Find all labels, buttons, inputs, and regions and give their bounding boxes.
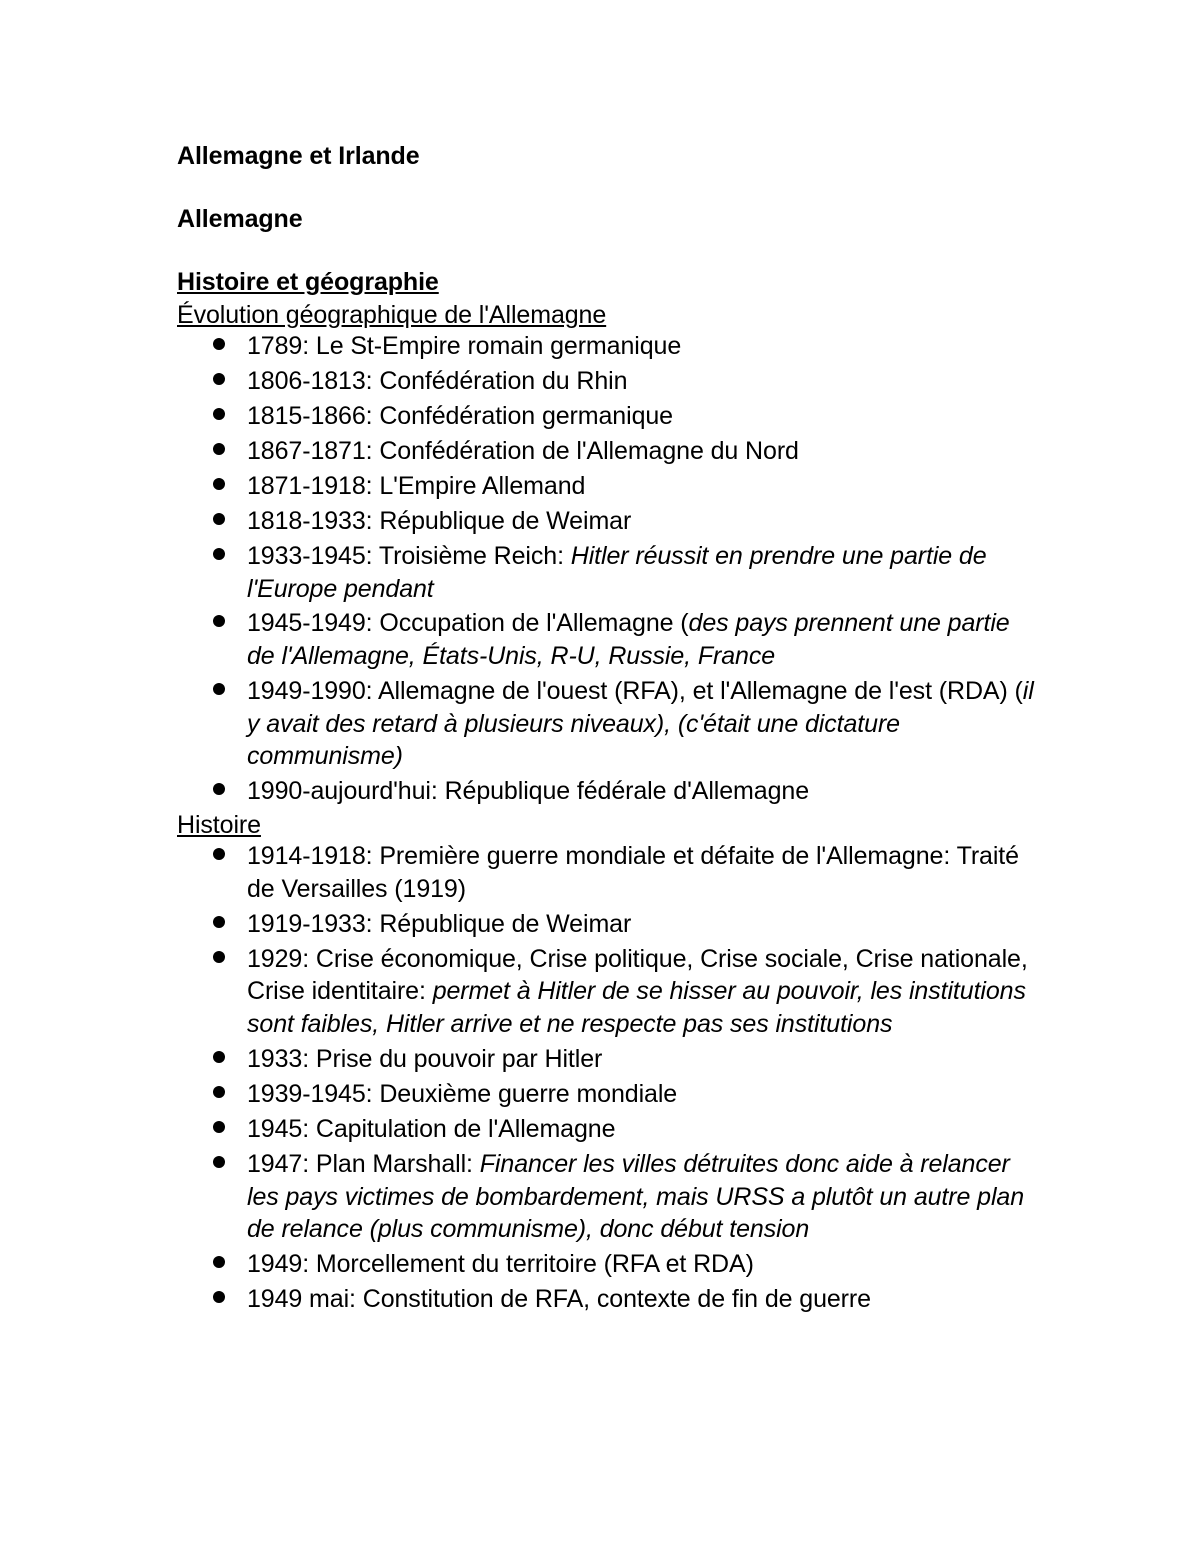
- item-text: 1933: Prise du pouvoir par Hitler: [247, 1044, 603, 1073]
- list-item: [177, 540, 1037, 605]
- item-text: 1919-1933: République de Weimar: [247, 909, 632, 938]
- list-item: [177, 1283, 1037, 1316]
- item-text: 1815-1866: Confédération germanique: [247, 401, 673, 430]
- item-text: 1806-1813: Confédération du Rhin: [247, 366, 628, 395]
- subsection-heading: Histoire et géographie: [177, 268, 439, 296]
- item-text: 1789: Le St-Empire romain germanique: [247, 332, 682, 360]
- list-item: [177, 1113, 1037, 1146]
- group-histoire: [177, 810, 1037, 1315]
- bullet-icon: [213, 615, 225, 627]
- bullet-icon: [213, 1086, 225, 1098]
- list-item: [177, 1248, 1037, 1281]
- bullet-icon: [213, 408, 225, 420]
- list-item: [177, 1148, 1037, 1246]
- document-title: Allemagne et Irlande: [177, 142, 420, 170]
- list-item: [177, 1078, 1037, 1111]
- list-item: [177, 400, 1037, 433]
- list-item: [177, 607, 1037, 672]
- list-item: [177, 435, 1037, 468]
- item-text: 1990-aujourd'hui: République fédérale d'Allemagne: [247, 777, 809, 806]
- item-text: 1867-1871: Confédération de l'Allemagne du Nord: [247, 436, 799, 465]
- group-heading-evolution: Évolution géographique de l'Allemagne: [177, 301, 607, 329]
- bullet-icon: [213, 513, 225, 525]
- bullet-icon: [213, 1156, 225, 1168]
- item-text: 1818-1933: République de Weimar: [247, 506, 632, 535]
- group-evolution: [177, 300, 1037, 808]
- item-text: 1949-1990: Allemagne de l'ouest (RFA), et l'Allemagne de l'est (RDA) (: [247, 677, 1023, 706]
- bullet-icon: [213, 1051, 225, 1063]
- list-item: [177, 840, 1037, 905]
- section-heading: Allemagne: [177, 205, 303, 233]
- bullet-icon: [213, 373, 225, 385]
- item-italic: Hitler réussit en prendre une partie de l'Europe pendant: [247, 541, 987, 603]
- bullet-icon: [213, 478, 225, 490]
- bullet-icon: [213, 783, 225, 795]
- item-text: 1945-1949: Occupation de l'Allemagne (: [247, 609, 689, 638]
- list-histoire: [177, 840, 1037, 1315]
- bullet-icon: [213, 683, 225, 695]
- bullet-icon: [213, 951, 225, 963]
- group-heading-histoire: Histoire: [177, 811, 261, 840]
- item-italic: il y avait des retard à plusieurs niveaux), (c'était une dictature communisme): [247, 677, 1034, 771]
- bullet-icon: [213, 1256, 225, 1268]
- list-item: [177, 365, 1037, 398]
- item-text: 1939-1945: Deuxième guerre mondiale: [247, 1079, 678, 1108]
- item-italic: Financer les villes détruites donc aide à relancer les pays victimes de bombardement, mais URSS a plutôt un autre plan de relance (plus communisme), donc début tension: [247, 1149, 1025, 1244]
- item-text: 1914-1918: Première guerre mondiale et défaite de l'Allemagne: Traité de Versailles (1919): [247, 842, 1019, 903]
- item-text: 1949: Morcellement du territoire (RFA et RDA): [247, 1250, 754, 1279]
- item-text: 1933-1945: Troisième Reich:: [247, 541, 571, 570]
- item-text: 1929: Crise économique, Crise politique, Crise sociale, Crise nationale, Crise identitaire:: [247, 944, 1028, 1006]
- bullet-icon: [213, 916, 225, 928]
- item-italic: permet à Hitler de se hisser au pouvoir, les institutions sont faibles, Hitler arrive et ne respecte pas ses institutions: [247, 977, 1026, 1038]
- list-evolution: [177, 330, 1037, 808]
- bullet-icon: [213, 1291, 225, 1303]
- item-italic: des pays prennent une partie de l'Allemagne, États-Unis, R-U, Russie, France: [247, 609, 1010, 671]
- bullet-icon: [213, 338, 225, 350]
- list-item: [177, 908, 1037, 941]
- document-content: [177, 138, 1037, 1318]
- item-text: 1947: Plan Marshall:: [247, 1149, 480, 1178]
- item-text: 1949 mai: Constitution de RFA, contexte de fin de guerre: [247, 1285, 871, 1314]
- bullet-icon: [213, 848, 225, 860]
- list-item: [177, 775, 1037, 808]
- item-text: 1945: Capitulation de l'Allemagne: [247, 1114, 616, 1143]
- list-item: [177, 1043, 1037, 1076]
- item-text: 1871-1918: L'Empire Allemand: [247, 471, 586, 500]
- bullet-icon: [213, 443, 225, 455]
- list-item: [177, 470, 1037, 503]
- list-item: [177, 330, 1037, 363]
- list-item: [177, 675, 1037, 773]
- list-item: [177, 943, 1037, 1041]
- bullet-icon: [213, 548, 225, 560]
- bullet-icon: [213, 1121, 225, 1133]
- list-item: [177, 505, 1037, 538]
